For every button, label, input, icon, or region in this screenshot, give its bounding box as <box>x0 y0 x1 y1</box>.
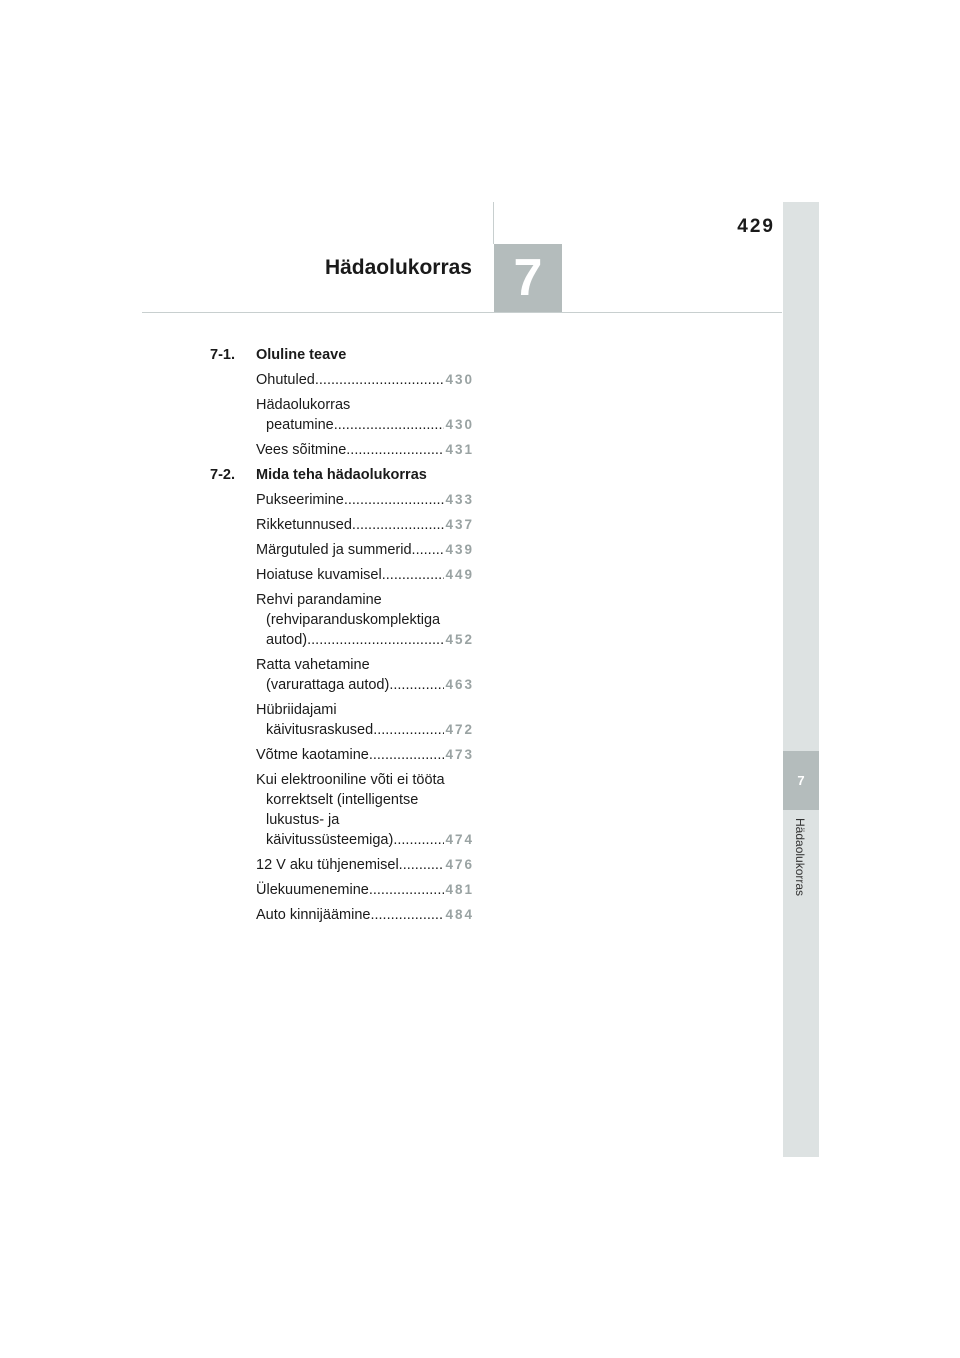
toc-entry-text: autod) <box>266 632 308 648</box>
toc-entry-text: (rehviparanduskomplektiga <box>266 612 441 628</box>
side-tab-label <box>782 818 818 928</box>
toc-entry-text: peatumine <box>266 417 334 433</box>
toc-section-heading <box>210 465 480 485</box>
toc-entry-text: Hoiatuse kuvamisel <box>256 567 382 583</box>
toc-entry[interactable] <box>256 540 474 560</box>
toc-page-link[interactable]: 452 <box>445 632 474 647</box>
toc-entry-text: Hädaolukorras <box>256 397 351 413</box>
toc-entry-text: Märgutuled ja summerid <box>256 542 412 558</box>
toc-page-link[interactable]: 439 <box>445 542 474 557</box>
toc-section-heading <box>210 345 480 365</box>
toc-entry[interactable] <box>256 370 474 390</box>
toc-entry-text: Ratta vahetamine <box>256 657 370 673</box>
side-tab-strip <box>783 202 819 1157</box>
toc-leader-dots <box>389 675 444 695</box>
toc-page-link[interactable]: 431 <box>445 442 474 457</box>
toc-entry-text: käivitusraskused <box>266 722 374 738</box>
toc-section-number: 7-1. <box>210 347 235 363</box>
toc-entry[interactable] <box>256 700 474 740</box>
toc-page-link[interactable]: 473 <box>445 747 474 762</box>
toc-entry[interactable] <box>256 880 474 900</box>
toc-page-link[interactable]: 463 <box>445 677 474 692</box>
toc-entry[interactable] <box>256 490 474 510</box>
toc-entry[interactable] <box>256 855 474 875</box>
header-divider-vertical <box>493 202 494 244</box>
toc-section-title: Mida teha hädaolukorras <box>256 467 427 483</box>
toc-section-number: 7-2. <box>210 467 235 483</box>
toc-leader-dots <box>315 370 445 390</box>
toc-entry[interactable] <box>256 440 474 460</box>
toc-entry[interactable] <box>256 515 474 535</box>
toc-leader-dots <box>369 880 445 900</box>
toc-entry-text: Pukseerimine <box>256 492 344 508</box>
toc-leader-dots <box>307 630 444 650</box>
toc-page-link[interactable]: 449 <box>445 567 474 582</box>
toc-section-title: Oluline teave <box>256 347 347 363</box>
chapter-title: Hädaolukorras <box>324 256 472 279</box>
toc-entry-text: Ohutuled <box>256 372 315 388</box>
table-of-contents <box>210 345 480 930</box>
toc-leader-dots <box>412 540 445 560</box>
toc-entry-text: korrektselt (intelligentse <box>266 792 419 808</box>
side-tab-label-text: Hädaolukorras <box>793 818 807 897</box>
toc-entry-text: käivitussüsteemiga) <box>266 832 394 848</box>
toc-entry-text: (varurattaga autod) <box>266 677 390 693</box>
toc-page-link[interactable]: 481 <box>445 882 474 897</box>
toc-leader-dots <box>399 855 445 875</box>
toc-page-link[interactable]: 430 <box>445 372 474 387</box>
toc-leader-dots <box>382 565 445 585</box>
header-divider <box>142 312 782 313</box>
toc-leader-dots <box>344 490 445 510</box>
toc-entry-text: Ülekuumenemine <box>256 882 369 898</box>
toc-page-link[interactable]: 433 <box>445 492 474 507</box>
toc-entry[interactable] <box>256 565 474 585</box>
toc-entry-text: Auto kinnijäämine <box>256 907 371 923</box>
toc-leader-dots <box>352 515 445 535</box>
toc-entry-text: Võtme kaotamine <box>256 747 369 763</box>
toc-page-link[interactable]: 484 <box>445 907 474 922</box>
side-tab-number: 7 <box>783 751 819 810</box>
toc-leader-dots <box>334 415 445 435</box>
toc-entry[interactable] <box>256 590 474 650</box>
toc-page-link[interactable]: 474 <box>445 832 474 847</box>
toc-entry[interactable] <box>256 655 474 695</box>
toc-entry[interactable] <box>256 745 474 765</box>
toc-page-link[interactable]: 430 <box>445 417 474 432</box>
toc-leader-dots <box>393 830 444 850</box>
toc-entry-text: lukustus- ja <box>266 812 340 828</box>
toc-entry[interactable] <box>256 770 474 850</box>
toc-page-link[interactable]: 476 <box>445 857 474 872</box>
toc-entry-text: Rikketunnused <box>256 517 352 533</box>
toc-entry-text: Kui elektrooniline võti ei tööta <box>256 772 445 788</box>
toc-page-link[interactable]: 472 <box>445 722 474 737</box>
toc-leader-dots <box>369 745 445 765</box>
toc-leader-dots <box>346 440 444 460</box>
toc-entry[interactable] <box>256 905 474 925</box>
toc-leader-dots <box>373 720 444 740</box>
toc-entry-text: Hübriidajami <box>256 702 337 718</box>
toc-entry-text: 12 V aku tühjenemisel <box>256 857 399 873</box>
toc-entry-text: Vees sõitmine <box>256 442 347 458</box>
toc-leader-dots <box>370 905 444 925</box>
page-number: 429 <box>737 216 775 237</box>
chapter-number-box: 7 <box>494 244 562 312</box>
toc-page-link[interactable]: 437 <box>445 517 474 532</box>
toc-entry-text: Rehvi parandamine <box>256 592 382 608</box>
toc-entry[interactable] <box>256 395 474 435</box>
